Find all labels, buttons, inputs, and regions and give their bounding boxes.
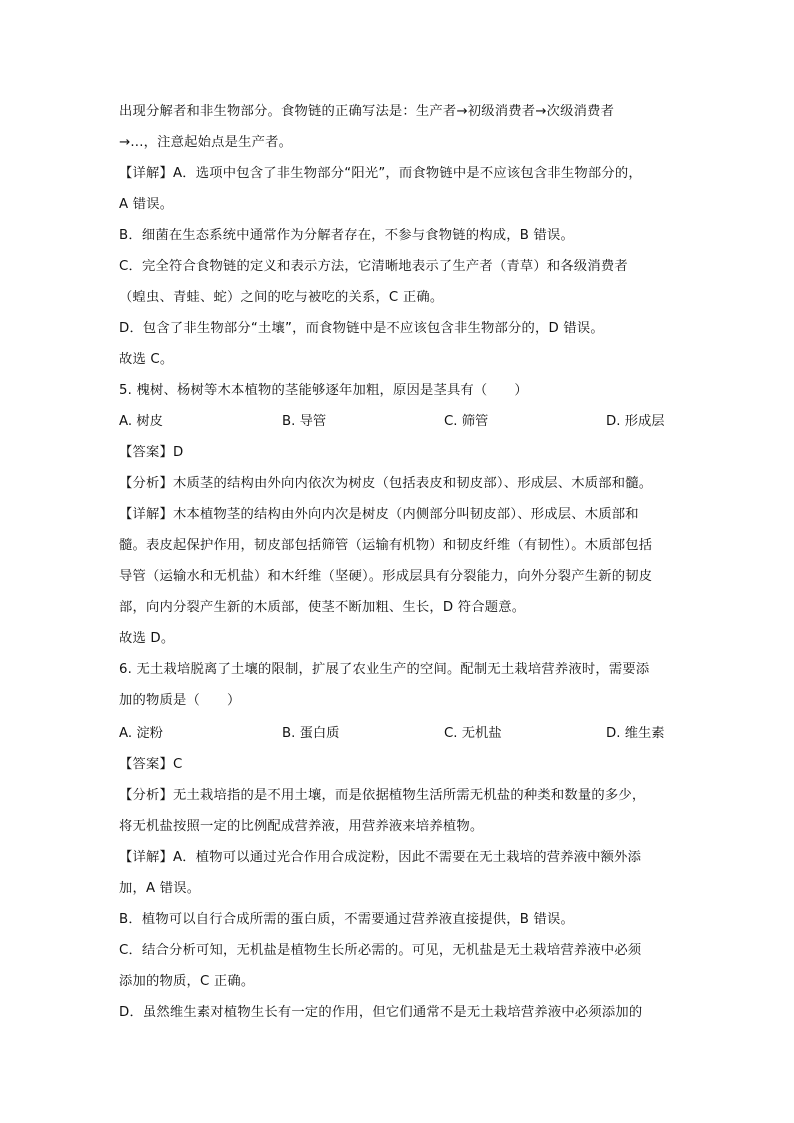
q6-option-d: D. 维生素 <box>606 726 665 741</box>
analysis-line: 【分析】无土栽培指的是不用土壤，而是依据植物生活所需无机盐的种类和数量的多少， <box>119 788 646 803</box>
text-line: 添加的物质，C 正确。 <box>119 974 255 989</box>
q6-option-b: B. 蛋白质 <box>282 726 340 741</box>
text-line: B．植物可以自行合成所需的蛋白质，不需要通过营养液直接提供，B 错误。 <box>119 912 574 927</box>
q5-option-c: C. 筛管 <box>444 414 489 429</box>
q5-option-d: D. 形成层 <box>606 414 665 429</box>
text-line: （蝗虫、青蛙、蛇）之间的吃与被吃的关系，C 正确。 <box>119 290 444 305</box>
text-line: 髓。表皮起保护作用，韧皮部包括筛管（运输有机物）和韧皮纤维（有韧性）。木质部包括 <box>119 538 653 553</box>
text-line: 【详解】A．植物可以通过光合作用合成淀粉，因此不需要在无土栽培的营养液中额外添 <box>119 850 642 865</box>
text-line: 加，A 错误。 <box>119 881 201 896</box>
q5-option-b: B. 导管 <box>282 414 327 429</box>
question-6-cont: 加的物质是（ ） <box>119 693 241 708</box>
text-line: 【详解】A．选项中包含了非生物部分“阳光”，而食物链中是不应该包含非生物部分的， <box>119 166 642 181</box>
text-line: 故选 C。 <box>119 352 174 367</box>
text-line: 导管（运输水和无机盐）和木纤维（坚硬）。形成层具有分裂能力，向外分裂产生新的韧皮 <box>119 569 653 584</box>
text-line: 出现分解者和非生物部分。食物链的正确写法是：生产者→初级消费者→次级消费者 <box>119 104 615 119</box>
text-line: B．细菌在生态系统中通常作为分解者存在，不参与食物链的构成，B 错误。 <box>119 228 574 243</box>
text-line: A 错误。 <box>119 197 174 212</box>
text-line: D．包含了非生物部分“土壤”，而食物链中是不应该包含非生物部分的，D 错误。 <box>119 321 604 336</box>
question-5: 5. 槐树、杨树等木本植物的茎能够逐年加粗，原因是茎具有（ ） <box>119 383 528 398</box>
analysis-line: 【分析】木质茎的结构由外向内依次为树皮（包括表皮和韧皮部）、形成层、木质部和髓。 <box>119 476 653 491</box>
text-line: D．虽然维生素对植物生长有一定的作用，但它们通常不是无土栽培营养液中必须添加的 <box>119 1005 643 1020</box>
text-line: 部，向内分裂产生新的木质部，使茎不断加粗、生长，D 符合题意。 <box>119 600 526 615</box>
answer-line: 【答案】D <box>119 445 184 460</box>
q5-option-a: A. 树皮 <box>119 414 163 429</box>
text-line: 故选 D。 <box>119 631 175 646</box>
text-line: 【详解】木本植物茎的结构由外向内次是树皮（内侧部分叫韧皮部）、形成层、木质部和 <box>119 507 639 522</box>
text-line: C．结合分析可知，无机盐是植物生长所必需的。可见，无机盐是无土栽培营养液中必须 <box>119 943 642 958</box>
text-line: C．完全符合食物链的定义和表示方法，它清晰地表示了生产者（青草）和各级消费者 <box>119 259 628 274</box>
q6-option-c: C. 无机盐 <box>444 726 502 741</box>
question-6: 6. 无土栽培脱离了土壤的限制，扩展了农业生产的空间。配制无土栽培营养液时，需要添 <box>119 662 650 677</box>
text-line: →...，注意起始点是生产者。 <box>119 135 293 150</box>
text-line: 将无机盐按照一定的比例配成营养液，用营养液来培养植物。 <box>119 819 484 834</box>
answer-line: 【答案】C <box>119 757 183 772</box>
q6-option-a: A. 淀粉 <box>119 726 163 741</box>
